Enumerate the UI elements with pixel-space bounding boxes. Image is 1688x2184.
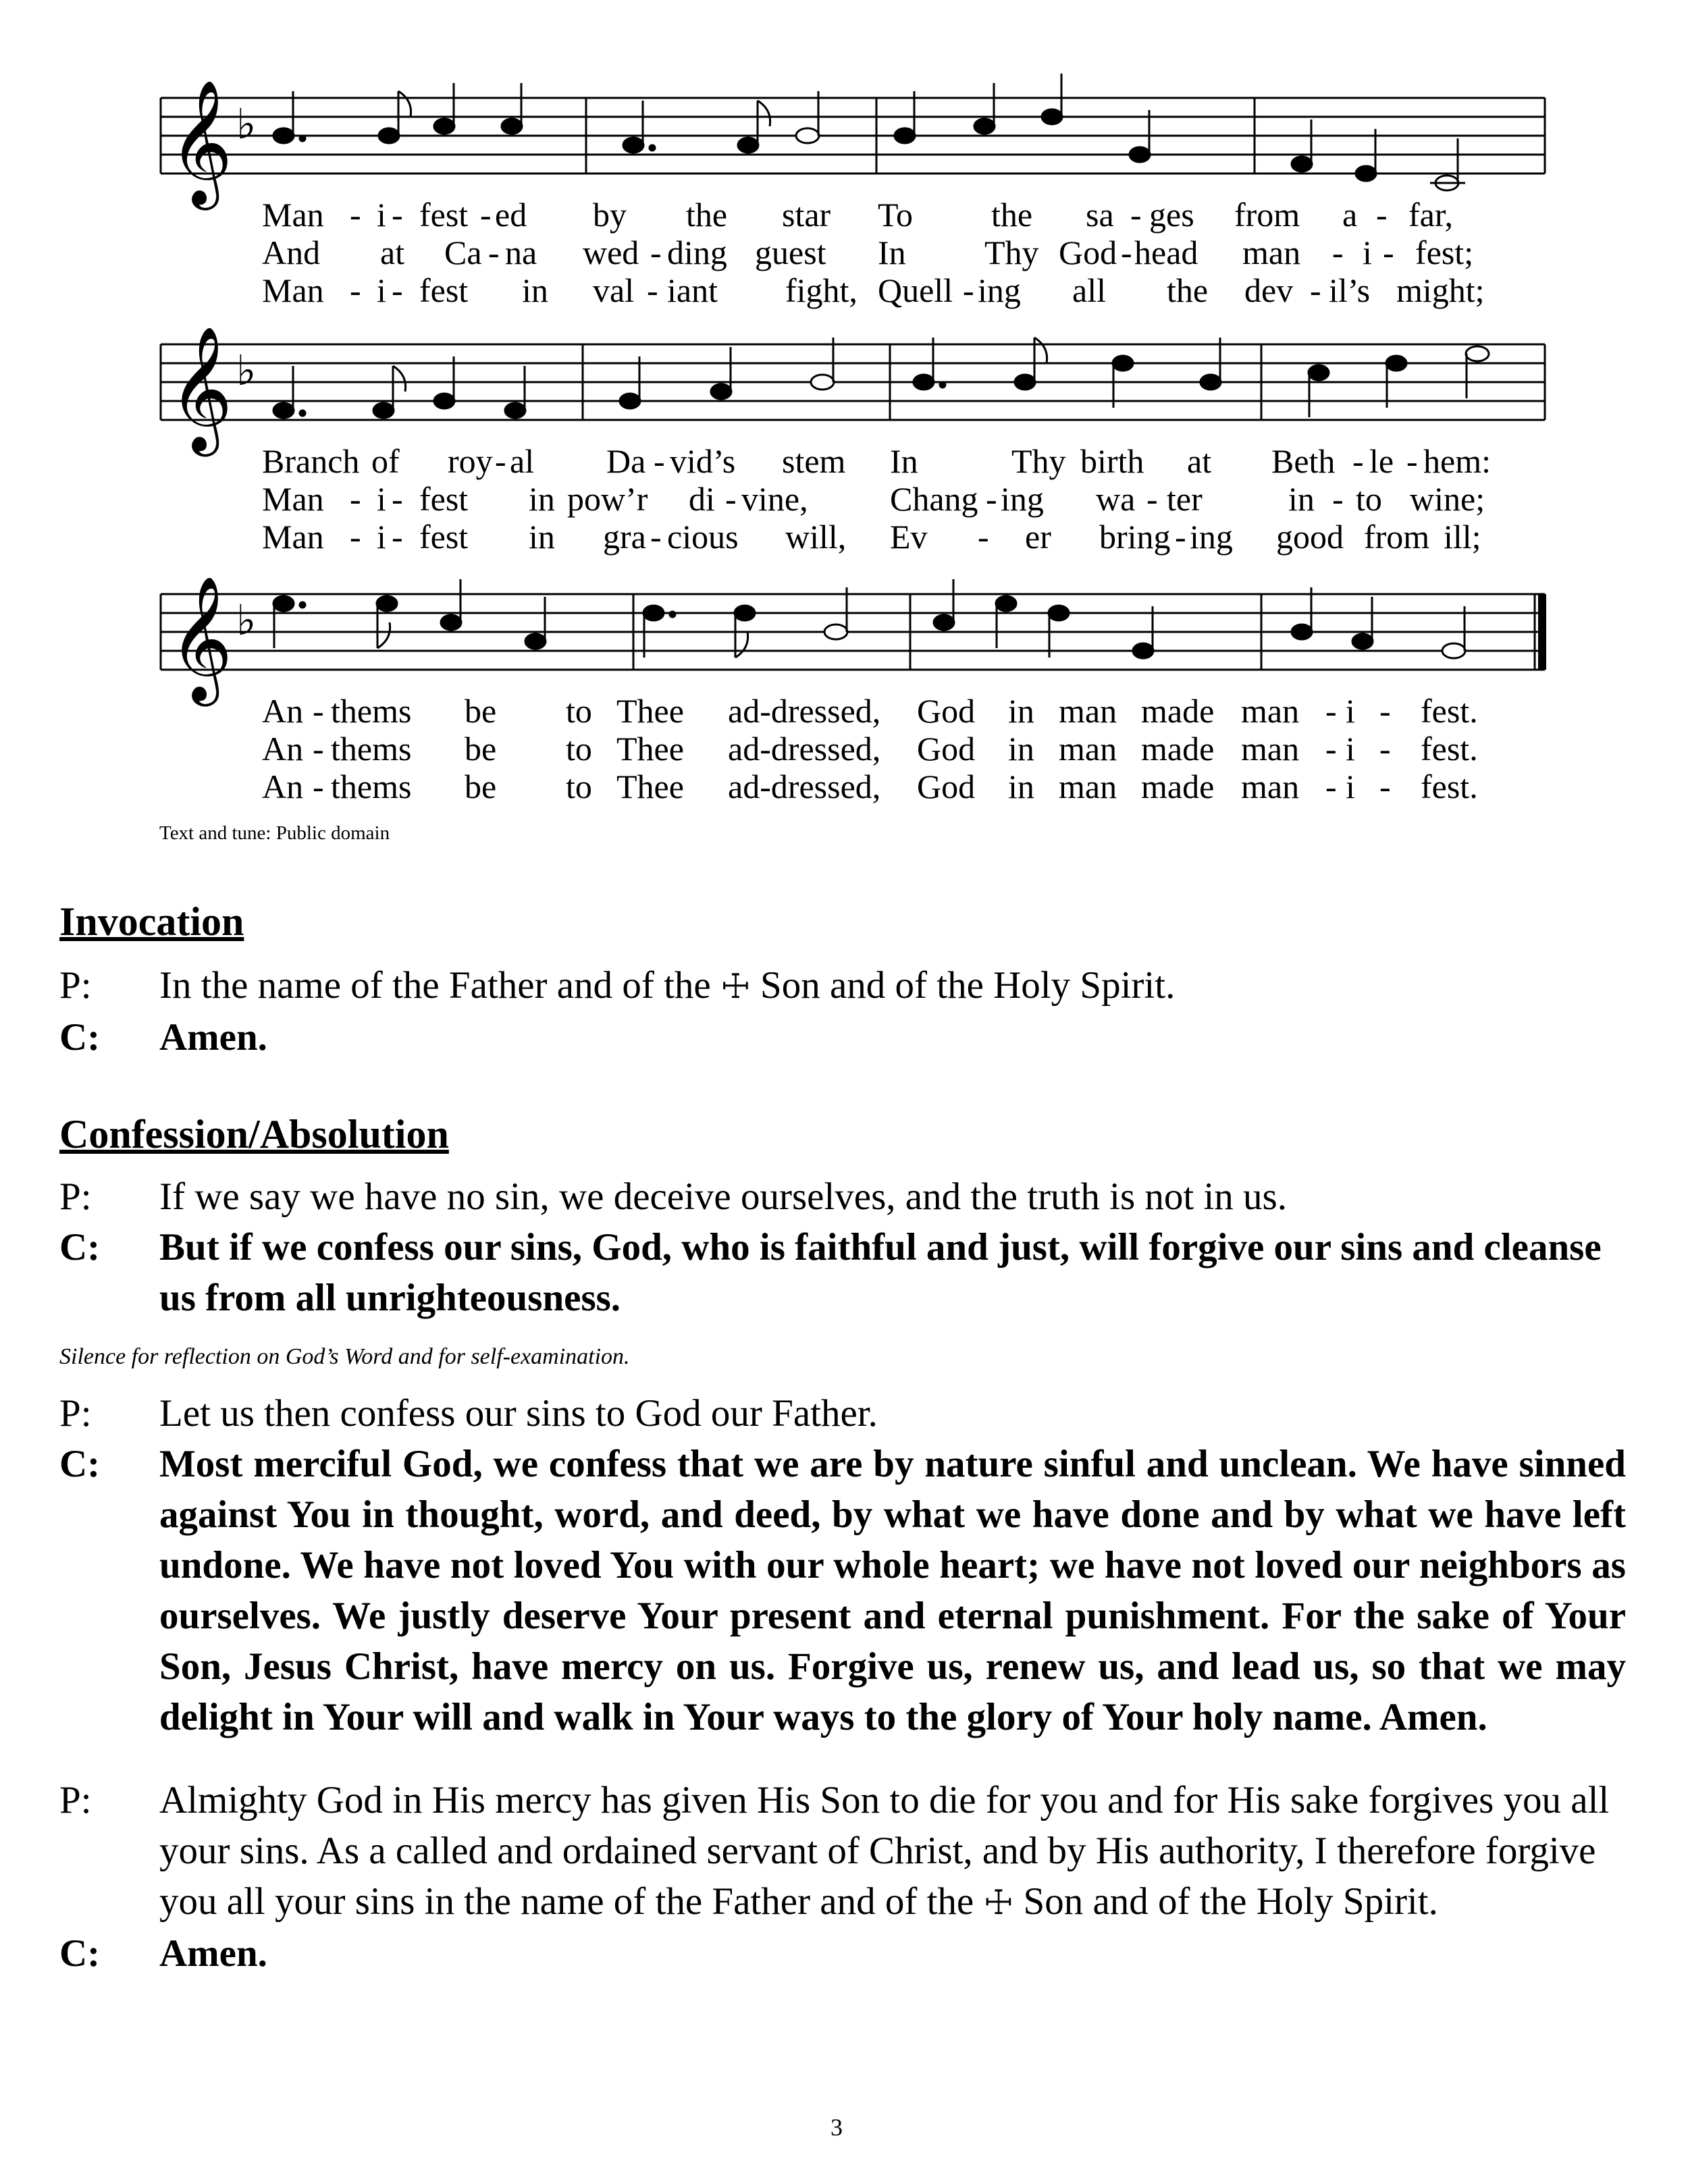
confession-c1-row (59, 1222, 1626, 1323)
lyric-syllable: il’s (1329, 271, 1371, 309)
lyric-syllable: ding (667, 234, 727, 271)
lyric-syllable: all (1072, 271, 1106, 309)
lyric-syllable: In (890, 442, 918, 480)
lyric-syllable: - (647, 271, 658, 309)
lyric-syllable: fest (419, 518, 469, 556)
lyric-syllable: be (465, 730, 497, 768)
lyric-syllable: And (262, 234, 321, 271)
lyric-syllable: thems (331, 768, 412, 805)
confession-p1-row (59, 1171, 1626, 1222)
lyric-syllable: fest; (1415, 234, 1474, 271)
lyric-syllable: man (1241, 692, 1300, 730)
lyric-syllable: roy (448, 442, 493, 480)
lyric-syllable: man (1059, 692, 1117, 730)
page-number: 3 (830, 2114, 843, 2141)
absolution-c-text: Amen. (159, 1932, 267, 1975)
verse-3-line (154, 768, 1547, 805)
confession-p1-text: If we say we have no sin, we deceive ourselves, and the truth is not in us. (159, 1175, 1287, 1218)
lyric-syllable: head (1134, 234, 1198, 271)
confession-c2-row (59, 1439, 1626, 1742)
lyric-syllable: might; (1396, 271, 1485, 309)
lyric-syllable: - (392, 518, 403, 556)
invocation-p-text: In the name of the Father and of the ☩ Son and of the Holy Spirit. (159, 964, 1176, 1007)
lyric-syllable: - (392, 480, 403, 518)
lyric-syllable: - (1175, 518, 1186, 556)
lyric-syllable: man (1241, 768, 1300, 805)
lyric-syllable: the (686, 196, 728, 234)
lyric-syllable: - (1376, 196, 1388, 234)
lyric-syllable: - (650, 518, 662, 556)
lyric-syllable: Branch (262, 442, 360, 480)
lyric-syllable: - (313, 730, 324, 768)
lyric-syllable: - (1379, 692, 1391, 730)
lyric-syllable: fight, (785, 271, 858, 309)
lyric-syllable: fest. (1421, 692, 1478, 730)
lyric-syllable: i (377, 271, 386, 309)
confession-section (59, 1111, 1626, 1979)
verse-2-line (154, 730, 1547, 768)
lyric-syllable: i (377, 480, 386, 518)
lyric-syllable: - (1325, 768, 1337, 805)
lyric-syllable: fest (419, 196, 469, 234)
lyric-syllable: in (1008, 768, 1034, 805)
lyric-syllable: to (1356, 480, 1382, 518)
lyric-syllable: Ca (444, 234, 482, 271)
lyric-syllable: di (689, 480, 715, 518)
lyric-syllable: al (510, 442, 535, 480)
lyric-syllable: - (488, 234, 500, 271)
lyric-syllable: Man (262, 518, 324, 556)
lyric-syllable: - (978, 518, 989, 556)
speaker-label: C: (59, 1443, 101, 1485)
lyric-syllable: Chang (890, 480, 978, 518)
treble-clef: 𝄞 (169, 325, 233, 451)
lyric-syllable: will, (785, 518, 847, 556)
notes-3 (273, 579, 1465, 658)
lyric-syllable: - (1325, 692, 1337, 730)
lyric-syllable: fest. (1421, 768, 1478, 805)
lyric-syllable: iant (667, 271, 718, 309)
treble-clef: 𝄞 (169, 78, 233, 205)
lyric-syllable: man (1241, 730, 1300, 768)
lyrics-system-2 (154, 442, 1547, 556)
treble-clef: 𝄞 (169, 575, 233, 701)
lyric-syllable: made (1141, 692, 1215, 730)
lyric-syllable: ed (495, 196, 527, 234)
lyric-syllable: - (313, 692, 324, 730)
verse-3-line (154, 271, 1547, 309)
lyric-syllable: - (1121, 234, 1132, 271)
speaker-label: P: (59, 1175, 92, 1218)
lyric-syllable: dev (1244, 271, 1294, 309)
flat-key-signature: ♭ (236, 346, 257, 395)
lyric-syllable: to (566, 768, 592, 805)
lyric-syllable: - (725, 480, 737, 518)
lyric-syllable: the (991, 196, 1033, 234)
lyric-syllable: ad-dressed, (728, 692, 881, 730)
lyric-syllable: Quell (878, 271, 953, 309)
absolution-p-text: Almighty God in His mercy has given His Son to die for you and for His sake forgives you all your sins. As a called and ordained servant of Christ, and by His authority, I therefore forgive you all your sins in the name of the Father and of the ☩ Son and of the Holy Spirit. (159, 1779, 1610, 1923)
lyric-syllable: at (380, 234, 405, 271)
lyric-syllable: the (1167, 271, 1209, 309)
lyric-syllable: in (529, 480, 555, 518)
lyric-syllable: val (593, 271, 635, 309)
lyric-syllable: fest. (1421, 730, 1478, 768)
invocation-section (59, 898, 1626, 1063)
lyric-syllable: Thy (984, 234, 1039, 271)
lyric-syllable: - (1130, 196, 1142, 234)
lyric-syllable: Man (262, 196, 324, 234)
lyric-syllable: be (465, 768, 497, 805)
lyric-syllable: - (1332, 480, 1344, 518)
lyric-syllable: - (392, 271, 403, 309)
lyric-syllable: i (377, 196, 386, 234)
lyric-syllable: in (1288, 480, 1315, 518)
lyric-syllable: i (377, 518, 386, 556)
speaker-label: C: (59, 1016, 101, 1059)
lyric-syllable: of (371, 442, 400, 480)
lyric-syllable: Man (262, 271, 324, 309)
lyric-syllable: God (1059, 234, 1117, 271)
lyric-syllable: fest (419, 271, 469, 309)
lyric-syllable: ad-dressed, (728, 730, 881, 768)
lyric-syllable: wa (1096, 480, 1136, 518)
lyric-syllable: good (1276, 518, 1344, 556)
lyric-syllable: Thee (616, 692, 684, 730)
lyric-syllable: ing (978, 271, 1021, 309)
lyric-syllable: - (1310, 271, 1321, 309)
lyric-syllable: - (350, 196, 361, 234)
lyric-syllable: wine; (1410, 480, 1485, 518)
lyric-syllable: Ev (890, 518, 928, 556)
lyric-syllable: i (1363, 234, 1372, 271)
lyric-syllable: Beth (1271, 442, 1336, 480)
lyric-syllable: made (1141, 730, 1215, 768)
lyric-syllable: man (1059, 730, 1117, 768)
lyric-syllable: be (465, 692, 497, 730)
lyric-syllable: gra (603, 518, 646, 556)
lyric-syllable: - (1325, 730, 1337, 768)
lyric-syllable: vine, (741, 480, 808, 518)
lyric-syllable: er (1025, 518, 1051, 556)
confession-p2-row (59, 1388, 1626, 1439)
lyric-syllable: Thee (616, 730, 684, 768)
lyric-syllable: thems (331, 692, 412, 730)
lyric-syllable: man (1242, 234, 1301, 271)
lyric-syllable: a (1342, 196, 1358, 234)
final-barline (1538, 594, 1546, 670)
confession-p2-text: Let us then confess our sins to God our Father. (159, 1392, 878, 1435)
lyric-syllable: - (1379, 730, 1391, 768)
lyric-syllable: - (392, 196, 403, 234)
lyric-syllable: to (566, 730, 592, 768)
speaker-label: C: (59, 1226, 101, 1269)
lyric-syllable: - (1146, 480, 1158, 518)
lyric-syllable: fest (419, 480, 469, 518)
lyric-syllable: An (262, 692, 304, 730)
lyric-syllable: To (878, 196, 914, 234)
speaker-label: P: (59, 1779, 92, 1821)
flat-key-signature: ♭ (236, 99, 257, 149)
lyric-syllable: - (650, 234, 662, 271)
lyric-syllable: - (986, 480, 997, 518)
lyric-syllable: ter (1167, 480, 1203, 518)
lyric-syllable: vid’s (670, 442, 736, 480)
lyric-syllable: Man (262, 480, 324, 518)
lyric-syllable: In (878, 234, 906, 271)
lyric-syllable: Da (606, 442, 646, 480)
lyric-syllable: cious (667, 518, 739, 556)
lyric-syllable: i (1346, 768, 1355, 805)
lyric-syllable: from (1364, 518, 1430, 556)
lyric-syllable: in (522, 271, 548, 309)
lyric-syllable: star (782, 196, 831, 234)
rubric-silence: Silence for reflection on God’s Word and for self-examination. (59, 1344, 630, 1369)
absolution-c-row (59, 1928, 1626, 1979)
lyric-syllable: ing (1190, 518, 1233, 556)
lyric-syllable: i (1346, 692, 1355, 730)
cross-icon: ☩ (720, 967, 751, 1005)
lyric-syllable: to (566, 692, 592, 730)
absolution-p-row (59, 1775, 1626, 1928)
lyric-syllable: - (350, 518, 361, 556)
lyric-syllable: Thy (1011, 442, 1066, 480)
confession-heading: Confession/Absolution (59, 1112, 449, 1156)
flat-key-signature: ♭ (236, 595, 257, 645)
lyric-syllable: ing (1001, 480, 1044, 518)
lyrics-system-1 (154, 196, 1547, 309)
cross-icon: ☩ (983, 1884, 1014, 1921)
lyric-syllable: in (1008, 730, 1034, 768)
lyric-syllable: An (262, 730, 304, 768)
lyric-syllable: man (1059, 768, 1117, 805)
lyric-syllable: ill; (1444, 518, 1481, 556)
lyric-syllable: - (1379, 768, 1391, 805)
verse-3-line (154, 518, 1547, 556)
lyric-syllable: - (313, 768, 324, 805)
lyric-syllable: An (262, 768, 304, 805)
hymn-system-2 (154, 311, 1547, 581)
lyric-syllable: - (350, 271, 361, 309)
lyric-syllable: by (593, 196, 627, 234)
speaker-label: P: (59, 964, 92, 1007)
lyric-syllable: at (1187, 442, 1212, 480)
lyric-syllable: - (495, 442, 506, 480)
lyric-syllable: le (1369, 442, 1394, 480)
lyric-syllable: guest (755, 234, 826, 271)
lyric-syllable: na (505, 234, 537, 271)
lyric-syllable: made (1141, 768, 1215, 805)
speaker-label: P: (59, 1392, 92, 1435)
speaker-label: C: (59, 1932, 101, 1975)
lyric-syllable: bring (1099, 518, 1171, 556)
lyric-syllable: Thee (616, 768, 684, 805)
verse-1-line (154, 692, 1547, 730)
lyric-syllable: - (350, 480, 361, 518)
lyric-syllable: thems (331, 730, 412, 768)
lyric-syllable: in (529, 518, 555, 556)
lyric-syllable: God (917, 692, 976, 730)
notes-2 (273, 338, 1489, 418)
lyric-syllable: ges (1149, 196, 1194, 234)
lyric-syllable: in (1008, 692, 1034, 730)
confession-c2-text: Most merciful God, we confess that we are by nature sinful and unclean. We have sinned against You in thought, word, and deed, by what we have done and by what we have left undone. We have not loved You with our whole heart; we have not loved our neighbors as ourselves. We justly deserve Your present and eternal punishment. For the sake of Your Son, Jesus Christ, have mercy on us. Forgive us, renew us, and lead us, so that we may delight in Your will and walk in Your ways to the glory of Your holy name. Amen. (159, 1443, 1626, 1738)
lyric-syllable: i (1346, 730, 1355, 768)
lyric-syllable: - (1352, 442, 1364, 480)
lyric-syllable: - (1383, 234, 1394, 271)
lyric-syllable: birth (1080, 442, 1144, 480)
verse-1-line (154, 442, 1547, 480)
lyric-syllable: - (1332, 234, 1344, 271)
verse-2-line (154, 234, 1547, 271)
lyric-syllable: sa (1086, 196, 1114, 234)
invocation-c-text: Amen. (159, 1016, 267, 1059)
lyric-syllable: far, (1408, 196, 1453, 234)
invocation-p-row (59, 960, 1626, 1012)
verse-1-line (154, 196, 1547, 234)
hymn-credit: Text and tune: Public domain (159, 822, 390, 844)
lyrics-system-3 (154, 692, 1547, 805)
confession-c1-text: But if we confess our sins, God, who is faithful and just, will forgive our sins and cleanse us from all unrighteousness. (159, 1226, 1602, 1319)
lyric-syllable: wed (583, 234, 639, 271)
lyric-syllable: hem: (1423, 442, 1491, 480)
invocation-heading: Invocation (59, 899, 244, 944)
invocation-c-row (59, 1012, 1626, 1063)
lyric-syllable: - (654, 442, 665, 480)
lyric-syllable: stem (782, 442, 846, 480)
lyric-syllable: - (480, 196, 492, 234)
lyric-syllable: God (917, 768, 976, 805)
lyric-syllable: - (1406, 442, 1418, 480)
lyric-syllable: - (963, 271, 974, 309)
hymn-system-3 (154, 560, 1547, 817)
lyric-syllable: God (917, 730, 976, 768)
verse-2-line (154, 480, 1547, 518)
lyric-syllable: pow’r (567, 480, 648, 518)
lyric-syllable: from (1234, 196, 1300, 234)
lyric-syllable: ad-dressed, (728, 768, 881, 805)
